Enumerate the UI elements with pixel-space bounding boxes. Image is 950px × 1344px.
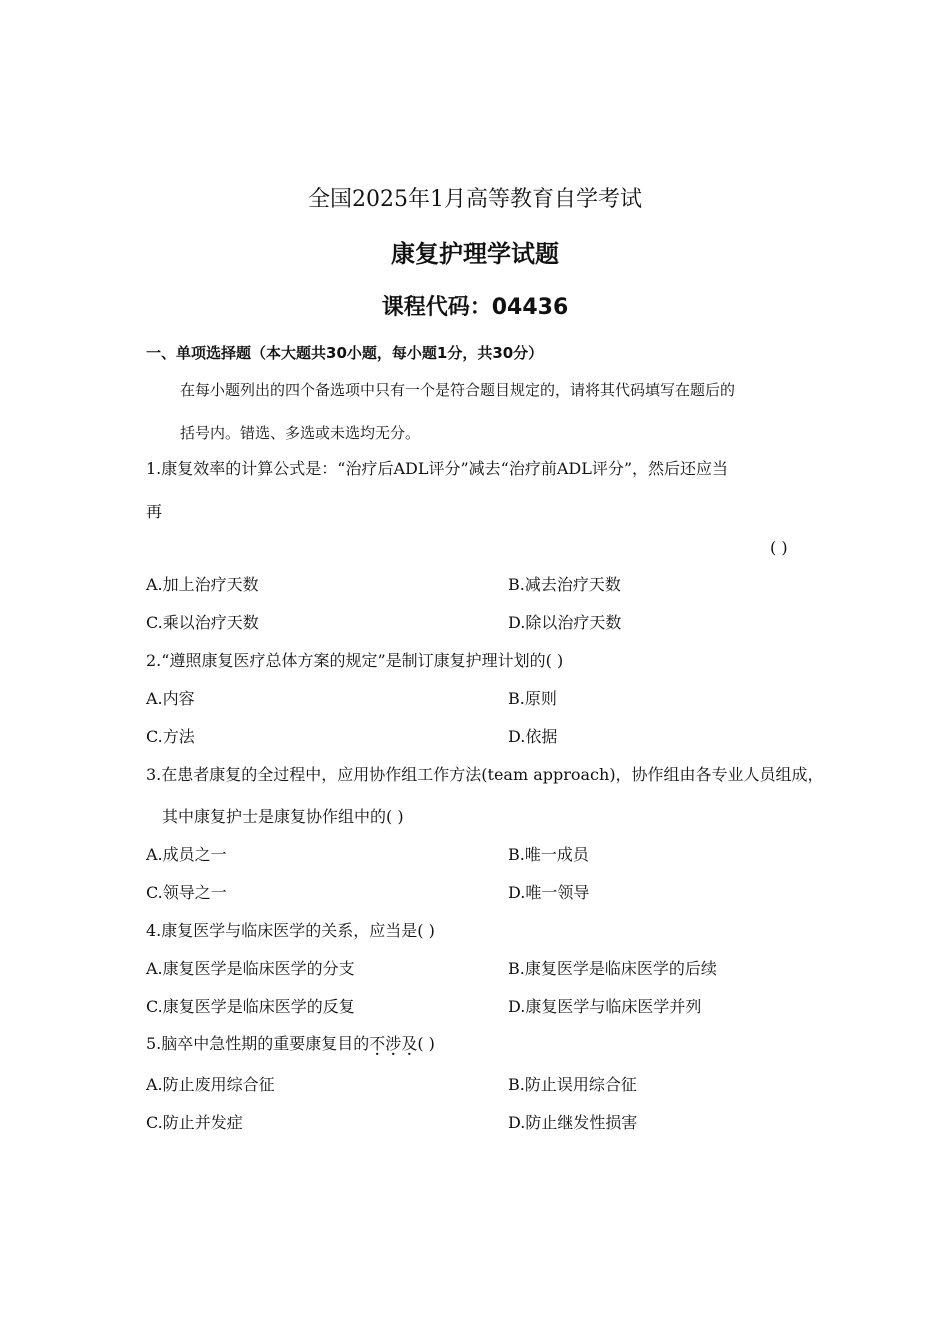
question-5-option-a: A.防止废用综合征 <box>146 1075 275 1094</box>
question-5-option-c: C.防止并发症 <box>146 1113 243 1132</box>
paper-title: 康复护理学试题 <box>391 240 559 268</box>
section-instruction-line2: 括号内。错选、多选或未选均无分。 <box>180 424 421 442</box>
question-2-option-a: A.内容 <box>146 689 195 708</box>
question-5-stem <box>146 1034 435 1054</box>
question-1-stem-line1: 1.康复效率的计算公式是：“治疗后ADL评分”减去“治疗前ADL评分”，然后还应当 <box>146 459 729 478</box>
section-instruction-line1: 在每小题列出的四个备选项中只有一个是符合题目规定的，请将其代码填写在题后的 <box>180 381 736 399</box>
question-3-option-d: D.唯一领导 <box>508 883 590 902</box>
question-1-option-a: A.加上治疗天数 <box>146 575 259 594</box>
question-2-option-c: C.方法 <box>146 727 195 746</box>
question-2-option-b: B.原则 <box>508 689 557 708</box>
question-3-option-c: C.领导之一 <box>146 883 227 902</box>
question-3-stem-line2: 其中康复护士是康复协作组中的( ) <box>162 807 404 826</box>
question-4-option-b: B.康复医学是临床医学的后续 <box>508 959 717 978</box>
question-5-stem-suffix: ( ) <box>417 1034 435 1053</box>
course-code: 课程代码：04436 <box>381 295 569 320</box>
question-5-emphasis-char-3: 及 <box>401 1034 418 1053</box>
question-5-emphasis-char-1: 不 <box>369 1034 386 1053</box>
question-1-option-d: D.除以治疗天数 <box>508 613 622 632</box>
question-1-answer-paren: ( ) <box>770 538 788 557</box>
question-5-option-b: B.防止误用综合征 <box>508 1075 637 1094</box>
question-3-option-b: B.唯一成员 <box>508 845 589 864</box>
question-4-option-a: A.康复医学是临床医学的分支 <box>146 959 355 978</box>
question-2-stem: 2.“遵照康复医疗总体方案的规定”是制订康复护理计划的( ) <box>146 651 564 670</box>
question-2-option-d: D.依据 <box>508 727 558 746</box>
section-heading: 一、单项选择题（本大题共30小题，每小题1分，共30分） <box>146 344 544 362</box>
question-4-stem: 4.康复医学与临床医学的关系，应当是( ) <box>146 921 435 940</box>
question-1-option-c: C.乘以治疗天数 <box>146 613 259 632</box>
question-4-option-d: D.康复医学与临床医学并列 <box>508 997 702 1016</box>
question-3-option-a: A.成员之一 <box>146 845 227 864</box>
question-5-option-d: D.防止继发性损害 <box>508 1113 638 1132</box>
question-4-option-c: C.康复医学是临床医学的反复 <box>146 997 355 1016</box>
question-3-stem-line1: 3.在患者康复的全过程中，应用协作组工作方法(team approach)，协作组由各专业人员组成， <box>146 765 824 784</box>
question-5-stem-prefix: 5.脑卒中急性期的重要康复目的 <box>146 1034 370 1053</box>
question-1-stem-line2: 再 <box>146 502 163 521</box>
question-5-emphasis-char-2: 涉 <box>385 1034 402 1053</box>
exam-title: 全国2025年1月高等教育自学考试 <box>308 187 642 212</box>
question-1-option-b: B.减去治疗天数 <box>508 575 621 594</box>
